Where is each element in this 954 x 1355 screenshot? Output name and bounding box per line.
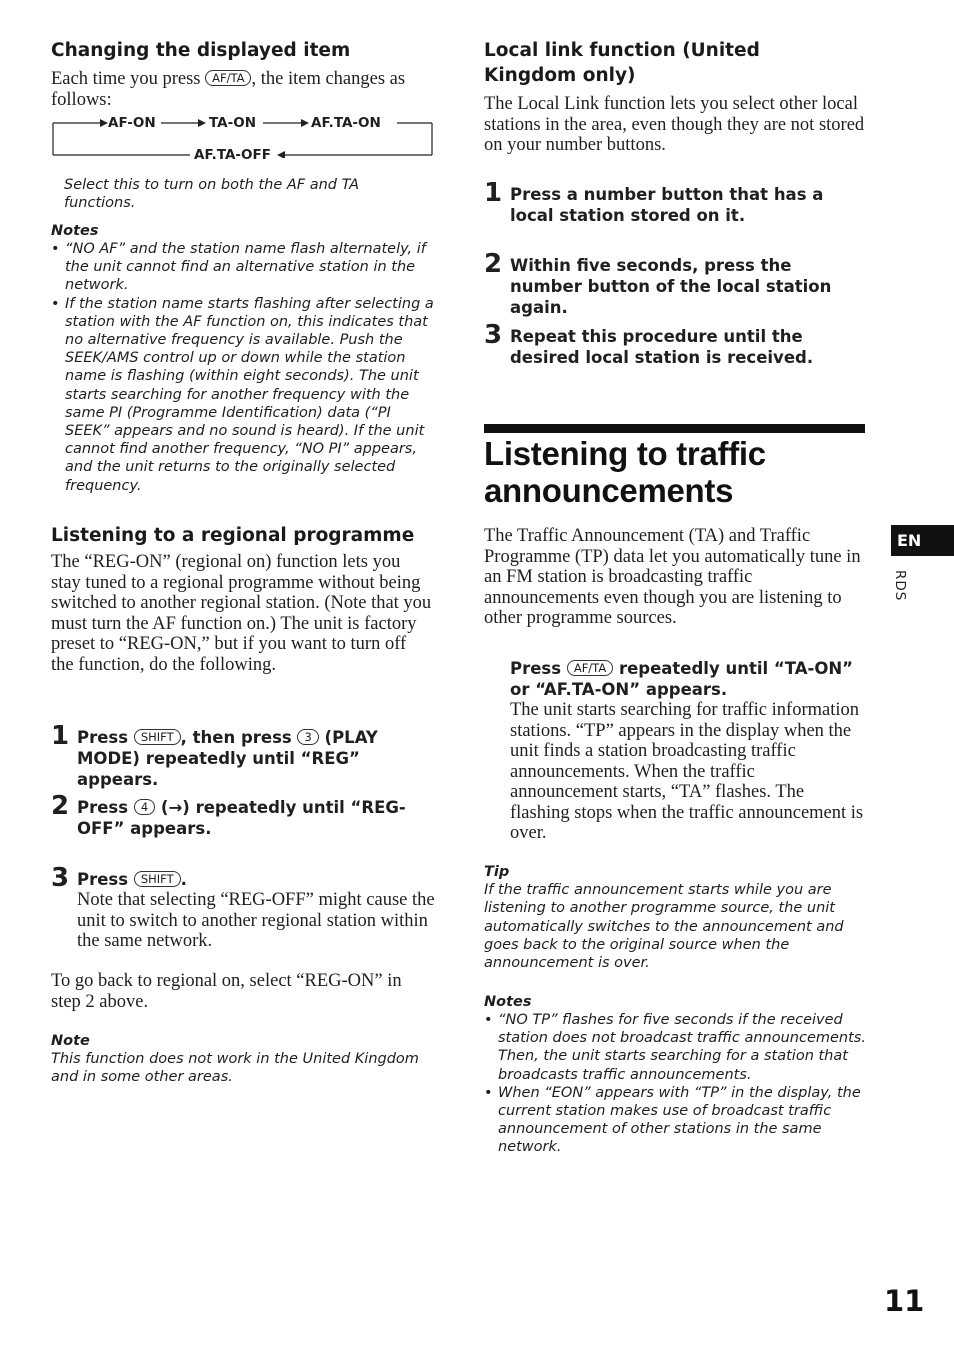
changing-intro [51, 69, 436, 110]
changing-intro-post: , the item changes as follows: [51, 69, 406, 110]
step-press-text: Press [510, 659, 562, 678]
step-number: 3 [51, 863, 70, 893]
note-item: • If the station name starts flashing after selecting a station with the AF function on, this indicates that no alternative frequency is available. Push the SEEK/AMS control up or down while the station name is flashing (within eight seconds). The unit starts searching for another frequency with the same PI (Programme Identification) data (“PI SEEK” appears and no sound is heard). If the unit cannot find another frequency, “NO PI” appears, and the unit returns to the originally selected frequency. [51, 295, 435, 495]
item-cycle-diagram [52, 112, 434, 163]
af-notes-list [51, 240, 435, 495]
step-dot: . [180, 870, 187, 889]
section-rule [484, 424, 865, 433]
section-label: RDS [892, 570, 908, 602]
heading-local-link: Local link function (United Kingdom only) [484, 40, 760, 86]
heading-traffic-announcements: Listening to traffic announcements [484, 435, 766, 509]
notes-label: Notes [484, 994, 532, 1010]
af-ta-key: AF/TA [567, 660, 613, 676]
note-label: Note [51, 1033, 90, 1049]
step-rest-text: (PLAY MODE) repeatedly until “REG” appears. [77, 728, 378, 789]
local-link-intro: The Local Link function lets you select other local stations in the area, even though they are not stored on your number buttons. [484, 94, 865, 155]
regional-back-text: To go back to regional on, select “REG-ON” in step 2 above. [51, 971, 402, 1012]
traffic-notes-list [484, 1011, 866, 1157]
step-number: 3 [484, 320, 503, 350]
number-4-key: 4 [134, 799, 155, 815]
regional-step-3 [51, 863, 436, 952]
local-link-step-3 [484, 320, 866, 368]
flow-af-ta-on: AF.TA-ON [311, 115, 381, 131]
step-rest-text: repeatedly until “TA-ON” or “AF.TA-ON” appears. [510, 659, 853, 699]
note-item: • “NO TP” flashes for five seconds if the received station does not broadcast traffic announcements. Then, the unit starts searching for a station that broadcasts traffic announcements. [484, 1011, 866, 1084]
language-tab: EN [891, 525, 954, 556]
note-item: • When “EON” appears with “TP” in the display, the current station makes use of broadcast traffic announcement of other stations in the same network. [484, 1084, 866, 1157]
step-body: The unit starts searching for traffic information stations. “TP” appears in the display when the unit finds a station broadcasting traffic announcements. When the traffic announcement starts, “TA” flashes. The flashing stops when the traffic announcement is over. [510, 700, 864, 843]
step-instruction: Repeat this procedure until the desired local station is received. [510, 327, 814, 367]
flow-ta-on: TA-ON [209, 115, 256, 131]
step-number: 2 [51, 791, 70, 821]
step-instruction [77, 869, 436, 890]
heading-regional-programme: Listening to a regional programme [51, 525, 415, 546]
flow-af-on: AF-ON [108, 115, 156, 131]
tip-label: Tip [484, 864, 510, 880]
number-3-key: 3 [297, 729, 318, 745]
local-link-step-2 [484, 249, 866, 318]
regional-intro: The “REG-ON” (regional on) function lets you stay tuned to a regional programme without being switched to another regional station. (Note that you must turn the AF function on.) The unit is factory preset to “REG-ON,” but if you want to turn off the function, do the following. [51, 552, 432, 675]
step-instruction [510, 658, 866, 700]
traffic-step [484, 658, 866, 844]
step-number: 1 [51, 721, 70, 751]
notes-label: Notes [51, 223, 99, 239]
step-press-text: Press [77, 870, 129, 889]
regional-step-1 [51, 721, 436, 790]
step-instruction: Within five seconds, press the number button of the local station again. [510, 256, 832, 317]
step-press-text: Press [77, 798, 129, 817]
step-instruction [77, 727, 436, 790]
note-item: • “NO AF” and the station name flash alternately, if the unit cannot find an alternative station in the network. [51, 240, 435, 295]
step-instruction: Press a number button that has a local station stored on it. [510, 185, 824, 225]
heading-changing-displayed-item: Changing the displayed item [51, 40, 351, 61]
changing-intro-pre: Each time you press [51, 69, 201, 89]
shift-key: SHIFT [134, 729, 181, 745]
step-mid-text: , then press [180, 728, 292, 747]
flow-af-ta-off: AF.TA-OFF [194, 147, 271, 163]
right-arrow-symbol: (→) [160, 798, 190, 817]
step-instruction [77, 797, 436, 839]
traffic-tip: If the traffic announcement starts while you are listening to another programme source, the unit automatically switches to the announcement and goes back to the original source when the announcement is over. [484, 882, 844, 972]
regional-note: This function does not work in the United Kingdom and in some other areas. [51, 1051, 419, 1086]
step-rest-text: repeatedly until “REG-OFF” appears. [77, 798, 406, 838]
step-press-text: Press [77, 728, 129, 747]
step-number: 1 [484, 178, 503, 208]
traffic-intro: The Traffic Announcement (TA) and Traffic Programme (TP) data let you automatically tune in an FM station is broadcasting traffic announcements even though you are listening to other programme sources. [484, 526, 861, 628]
flow-caption: Select this to turn on both the AF and TA functions. [64, 177, 360, 212]
page-number: 11 [884, 1284, 925, 1318]
af-ta-key: AF/TA [205, 70, 251, 86]
shift-key: SHIFT [134, 871, 181, 887]
regional-step-2 [51, 791, 436, 839]
step-body: Note that selecting “REG-OFF” might cause the unit to switch to another regional station within the same network. [77, 890, 435, 951]
local-link-step-1 [484, 178, 866, 226]
step-number: 2 [484, 249, 503, 279]
